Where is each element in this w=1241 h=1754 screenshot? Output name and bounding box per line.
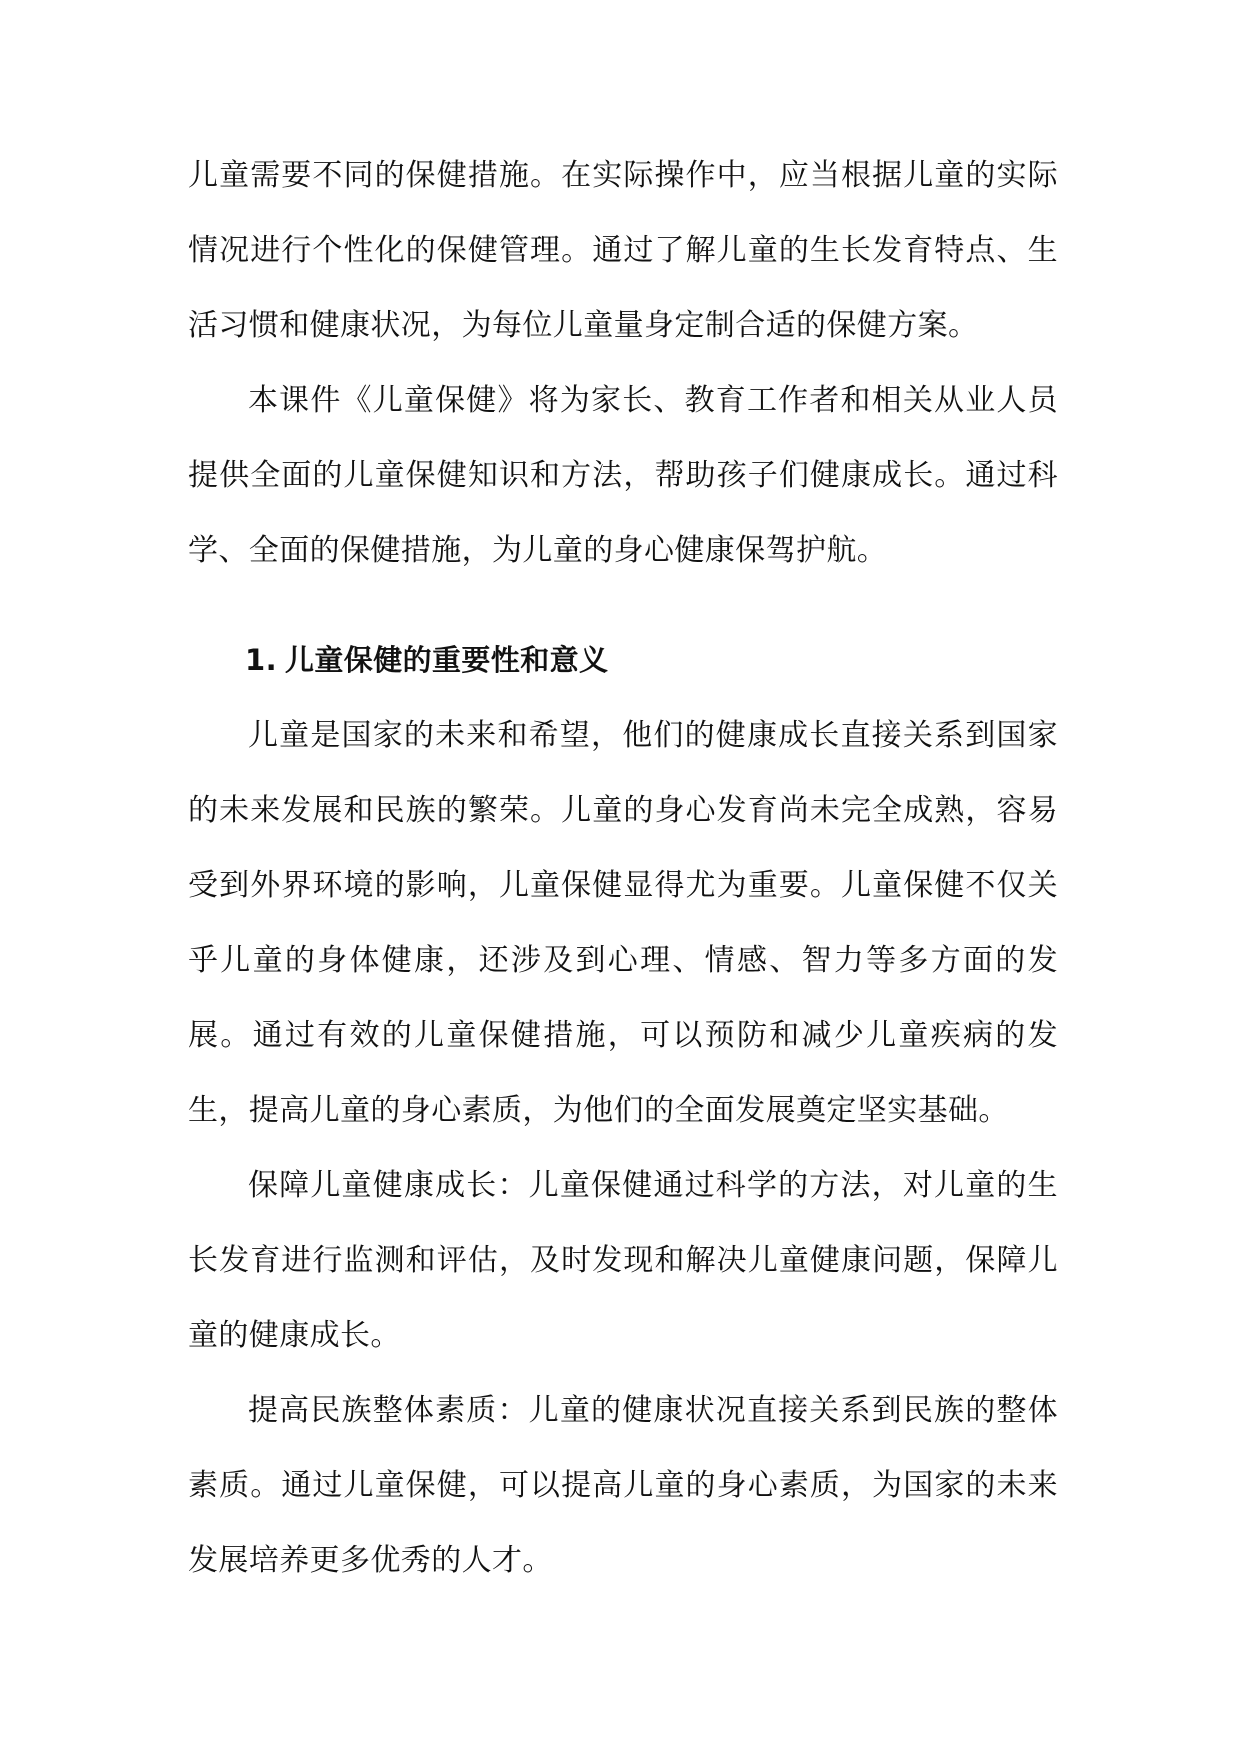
paragraph-importance: 儿童是国家的未来和希望，他们的健康成长直接关系到国家的未来发展和民族的繁荣。儿童的身心发育尚未完全成熟，容易受到外界环境的影响，儿童保健显得尤为重要。儿童保健不仅关乎儿童的身体健康，还涉及到心理、情感、智力等多方面的发展。通过有效的儿童保健措施，可以预防和减少儿童疾病的发生，提高儿童的身心素质，为他们的全面发展奠定坚实基础。 [188,718,1058,1128]
section-number: 1. [245,643,277,677]
section-spacer [188,588,1058,623]
paragraph-national-quality: 提高民族整体素质：儿童的健康状况直接关系到民族的整体素质。通过儿童保健，可以提高儿童的身心素质，为国家的未来发展培养更多优秀的人才。 [188,1393,1058,1578]
paragraph-healthy-growth: 保障儿童健康成长：儿童保健通过科学的方法，对儿童的生长发育进行监测和评估，及时发现和解决儿童健康问题，保障儿童的健康成长。 [188,1168,1058,1353]
paragraph-continuation: 儿童需要不同的保健措施。在实际操作中，应当根据儿童的实际情况进行个性化的保健管理。通过了解儿童的生长发育特点、生活习惯和健康状况，为每位儿童量身定制合适的保健方案。 [188,158,1058,343]
paragraph-course-intro: 本课件《儿童保健》将为家长、教育工作者和相关从业人员提供全面的儿童保健知识和方法，帮助孩子们健康成长。通过科学、全面的保健措施，为儿童的身心健康保驾护航。 [188,383,1058,568]
section-title: 儿童保健的重要性和意义 [285,643,609,677]
document-body [188,138,1058,1598]
section-heading [188,623,1058,698]
